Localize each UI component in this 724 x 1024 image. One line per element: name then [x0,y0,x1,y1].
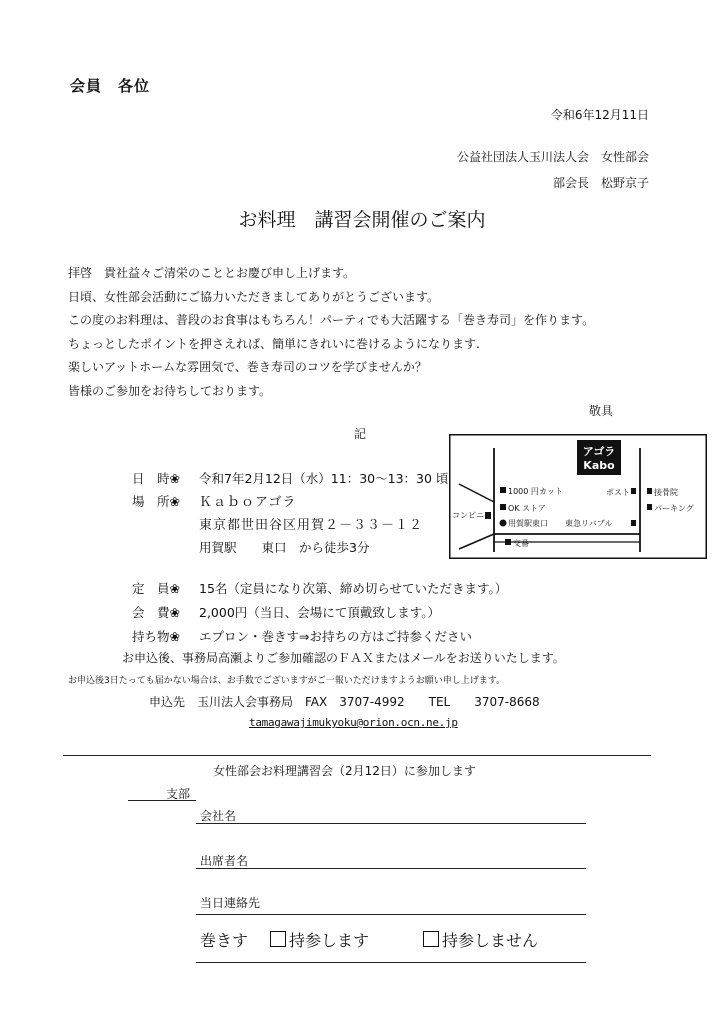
map-label-1000yen: 1000 円カット [508,487,563,496]
attendee-label: 出席者名 [200,854,249,868]
map-marker [500,487,506,493]
company-label: 会社名 [200,809,237,823]
map-road [459,534,494,549]
map-label-ok: OK ストア [508,504,546,513]
bring-checkbox[interactable] [270,931,286,947]
contact-email-link[interactable]: tamagawajimukyoku@orion.ocn.ne.jp [249,716,458,729]
place-access: 用賀駅 東口 から徒歩3分 [199,540,370,555]
map-label-koban: 交番 [513,539,529,548]
branch-label: 支部 [166,787,191,801]
datetime-label: 日 時❀ [132,471,180,486]
access-map [449,434,707,559]
attendee-field[interactable] [196,868,586,869]
map-label-station: 用賀駅東口 [508,519,548,528]
contact-phone-label: 当日連絡先 [200,896,261,910]
place-address: 東京都世田谷区用賀２－３３－１２ [199,518,424,533]
map-venue-line2: Kabo [583,459,615,472]
page-title: お料理 講習会開催のご案内 [238,209,486,231]
place-name: Ｋａｂｏアゴラ [199,495,297,510]
fee-label: 会 費❀ [132,605,180,620]
map-label-osteo: 接骨院 [654,488,678,497]
company-field[interactable] [196,823,586,824]
map-label-tokyu: 東急リバブル [565,519,613,528]
map-label-post: ポスト [606,488,630,497]
map-venue-line1: アゴラ [582,445,616,458]
not-bring-option-label: 持参しません [442,931,539,950]
map-marker [647,504,652,510]
items-value: エプロン・巻きす⇒お持ちの方はご持参ください [199,629,472,644]
map-marker [631,488,636,494]
datetime-value: 令和7年2月12日（水）11：30〜13：30 頃 [199,471,449,486]
map-road [459,484,494,502]
body-line: 楽しいアットホームな雰囲気で、巻き寿司のコツを学びませんか？ [68,360,427,374]
chair-name: 部会長 松野京子 [552,176,649,190]
not-bring-option[interactable] [423,928,538,951]
body-line: 拝啓 貴社益々ご清栄のこととお慶び申し上げます。 [68,266,356,280]
addressee: 会員 各位 [70,77,151,95]
organization-name: 公益社団法人玉川法人会 女性部会 [456,150,649,164]
bring-option[interactable] [270,928,369,951]
map-marker [631,520,636,526]
form-heading: 女性部会お料理講習会（2月12日）に参加します [213,764,476,778]
map-marker [647,488,652,494]
confirmation-note: お申込後、事務局高瀬よりご参加確認のＦＡＸまたはメールをお送りいたします。 [122,651,565,665]
items-label: 持ち物❀ [132,629,180,644]
contact-phone-field[interactable] [196,914,586,915]
makisu-label: 巻きす [200,931,249,950]
issue-date: 令和6年12月11日 [550,108,649,122]
bring-option-label: 持参します [289,931,370,950]
ki-marker: 記 [354,427,367,441]
capacity-label: 定 員❀ [132,581,180,596]
map-station-marker [500,520,507,527]
branch-field[interactable] [128,800,196,801]
makisu-line [196,962,586,963]
map-label-konbini: コンビニ [452,511,484,520]
contact-info: 申込先 玉川法人会事務局 FAX 3707-4992 TEL 3707-8668 [149,695,540,709]
form-separator [63,755,651,756]
body-text [68,262,594,403]
body-line: 皆様のご参加をお待ちしております。 [68,383,272,398]
map-marker [485,512,491,519]
followup-note: お申込後3日たっても届かない場合は、お手数でございますがご一報いただけますようお願い申し上げます。 [68,676,506,686]
not-bring-checkbox[interactable] [423,931,439,947]
map-marker [500,504,506,510]
closing-keigu: 敬具 [589,404,614,418]
body-line: この度のお料理は、普段のお食事はもちろん！パーティでも大活躍する「巻き寿司」を作ります。 [68,313,595,327]
body-line: ちょっとしたポイントを押さえれば、簡単にきれいに巻けるようになります. [68,336,480,351]
capacity-value: 15名（定員になり次第、締め切らせていただきます。） [199,581,508,596]
place-label: 場 所❀ [132,494,180,509]
map-marker [505,539,511,545]
map-label-parking: パーキング [654,504,694,513]
fee-value: 2,000円（当日、会場にて頂戴致します。） [199,605,441,620]
body-line: 日頃、女性部会活動にご協力いただきましてありがとうございます。 [68,289,440,304]
